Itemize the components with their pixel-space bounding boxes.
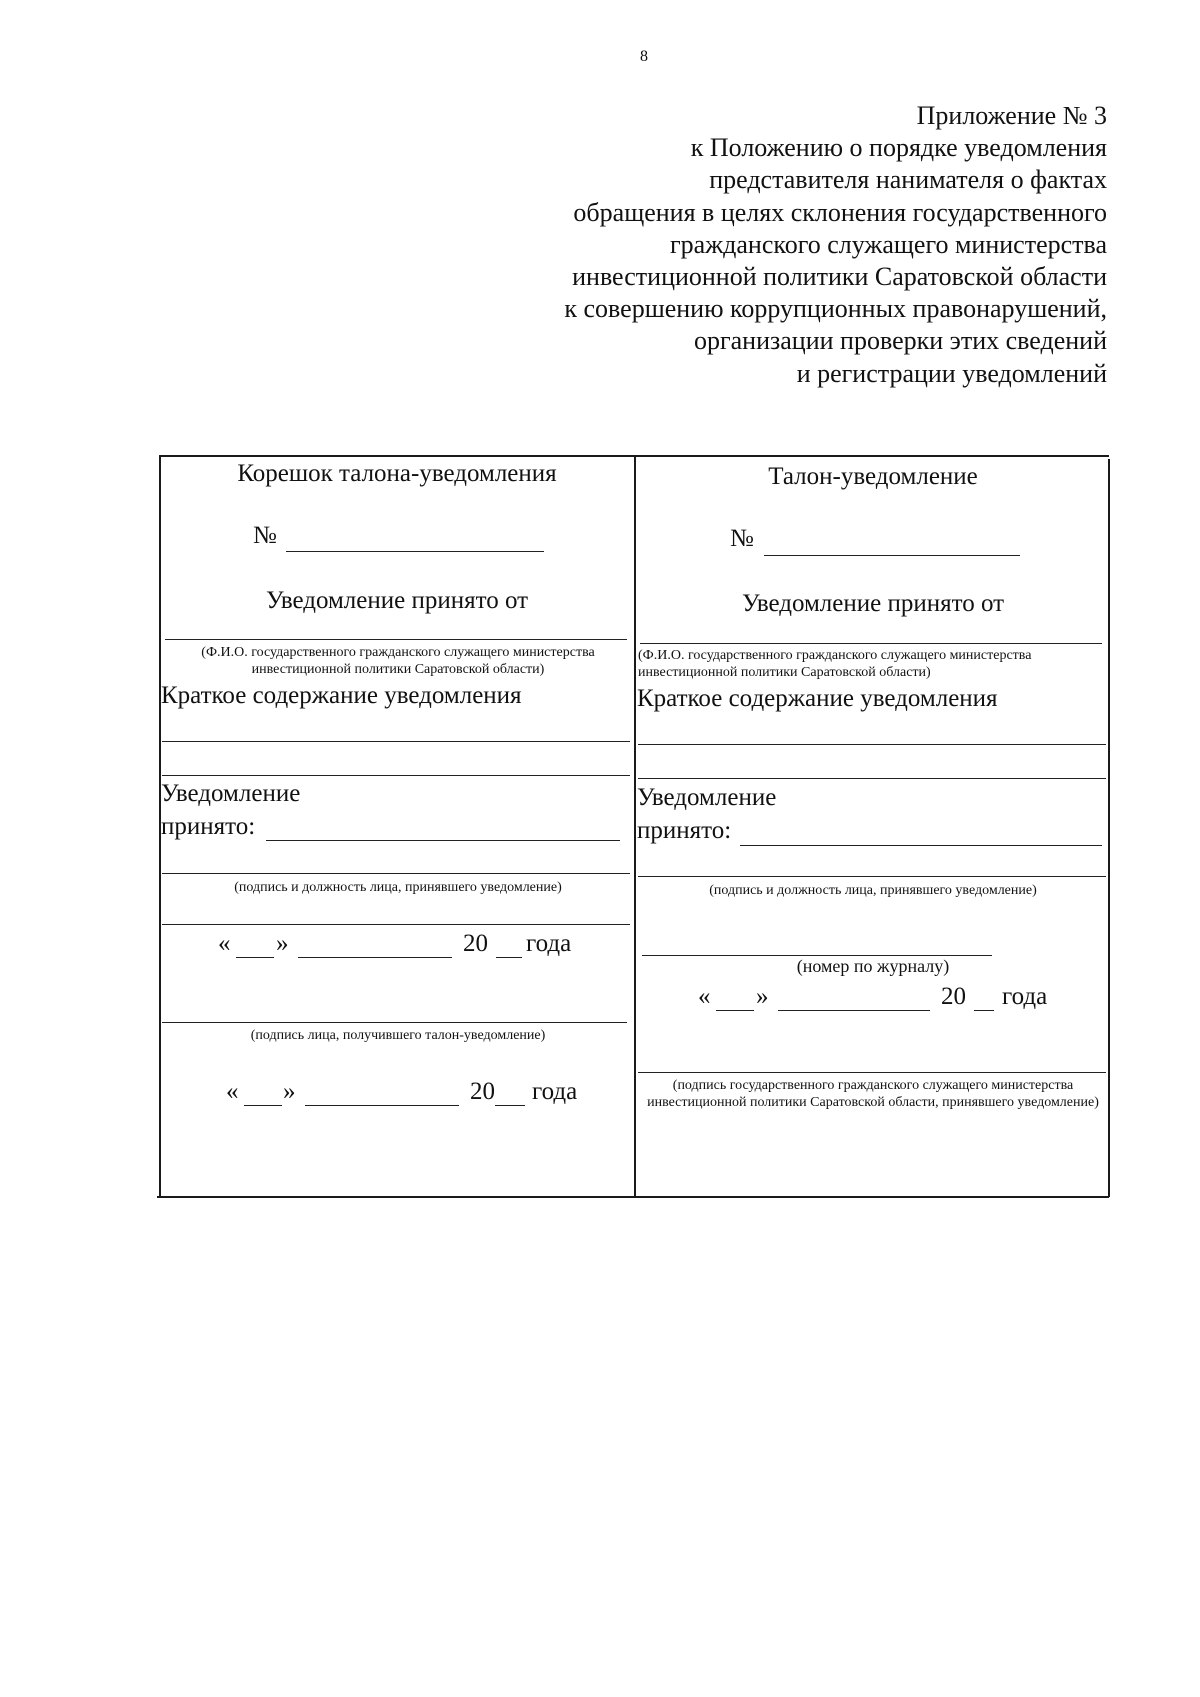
coupon-fio-caption-1: (Ф.И.О. государственного гражданского служащего министерства bbox=[638, 648, 1032, 663]
stub-date-close-quote: » bbox=[276, 930, 289, 957]
coupon-accepted-label-2: принято: bbox=[637, 817, 732, 844]
coupon-date-open-quote: « bbox=[698, 983, 711, 1010]
stub-date2-year-line bbox=[495, 1105, 525, 1106]
stub-received-from: Уведомление принято от bbox=[265, 587, 529, 614]
coupon-date-close-quote: » bbox=[756, 983, 769, 1010]
header-line: гражданского служащего министерства bbox=[670, 229, 1107, 259]
stub-fio-line bbox=[165, 639, 627, 640]
stub-date-year-word: года bbox=[526, 930, 572, 957]
stub-accepted-label-2: принято: bbox=[161, 813, 256, 840]
coupon-summary-line-2 bbox=[638, 778, 1106, 779]
stub-date2-day-line bbox=[244, 1105, 282, 1106]
stub-date2-month-line bbox=[305, 1105, 459, 1106]
stub-date2-close-quote: » bbox=[283, 1078, 296, 1105]
form-bottom-border bbox=[157, 1196, 1109, 1198]
stub-date-year-line bbox=[496, 957, 522, 958]
coupon-received-from: Уведомление принято от bbox=[741, 590, 1005, 617]
header-line: Приложение № 3 bbox=[916, 101, 1107, 130]
stub-number-line bbox=[286, 551, 544, 552]
stub-summary-label: Краткое содержание уведомления bbox=[161, 682, 522, 709]
coupon-date-day-line bbox=[716, 1010, 754, 1011]
stub-signature-caption: (подпись и должность лица, принявшего уведомление) bbox=[234, 880, 562, 895]
header-line: организации проверки этих сведений bbox=[693, 326, 1107, 356]
coupon-number-line bbox=[764, 555, 1020, 556]
coupon-summary-label: Краткое содержание уведомления bbox=[637, 685, 998, 712]
coupon-journal-caption: (номер по журналу) bbox=[796, 956, 950, 976]
stub-summary-line-1 bbox=[162, 741, 630, 742]
stub-date2-open-quote: « bbox=[226, 1078, 239, 1105]
appendix-header bbox=[564, 100, 1107, 390]
coupon-summary-line-1 bbox=[638, 744, 1106, 745]
stub-title: Корешок талона-уведомления bbox=[237, 460, 557, 487]
stub-date-day-line bbox=[236, 957, 274, 958]
coupon-date-year-line bbox=[974, 1010, 994, 1011]
header-line: обращения в целях склонения государственного bbox=[573, 197, 1107, 227]
stub-number-label: № bbox=[253, 522, 277, 549]
stub-signature-line bbox=[162, 873, 630, 874]
coupon-official-line bbox=[638, 1072, 1106, 1073]
header-line: и регистрации уведомлений bbox=[796, 358, 1107, 388]
header-line: представителя нанимателя о фактах bbox=[709, 165, 1107, 195]
stub-accepted-label-1: Уведомление bbox=[161, 780, 301, 807]
header-line: к Положению о порядке уведомления bbox=[690, 133, 1107, 163]
stub-receiver-line bbox=[162, 1022, 627, 1023]
stub-date2-year-word: года bbox=[532, 1078, 578, 1105]
coupon-number-label: № bbox=[730, 525, 754, 552]
coupon-date-year-word: года bbox=[1002, 983, 1048, 1010]
stub-signature-line-2 bbox=[162, 924, 630, 925]
form-middle-divider bbox=[634, 455, 636, 1197]
coupon-signature-line bbox=[638, 876, 1106, 877]
stub-date-month-line bbox=[298, 957, 452, 958]
header-line: к совершению коррупционных правонарушений, bbox=[564, 294, 1107, 324]
coupon-accepted-label-1: Уведомление bbox=[637, 784, 777, 811]
coupon-accepted-line bbox=[740, 845, 1102, 846]
form-right-border bbox=[1108, 459, 1110, 1197]
coupon-date-month-line bbox=[778, 1010, 930, 1011]
stub-accepted-line bbox=[266, 840, 620, 841]
coupon-official-caption: (подпись государственного гражданского служащего министерства инвестиционной политики Саратовской области, принявшего уведомление) bbox=[647, 1078, 1099, 1110]
coupon-title: Талон-уведомление bbox=[768, 463, 978, 490]
stub-fio-caption: (Ф.И.О. государственного гражданского служащего министерства инвестиционной политики Саратовской области) bbox=[201, 645, 595, 677]
coupon-date-year-prefix: 20 bbox=[941, 983, 966, 1010]
stub-date-open-quote: « bbox=[218, 930, 231, 957]
stub-date-year-prefix: 20 bbox=[463, 930, 488, 957]
header-line: инвестиционной политики Саратовской области bbox=[572, 262, 1107, 292]
coupon-signature-caption: (подпись и должность лица, принявшего уведомление) bbox=[709, 883, 1037, 898]
stub-date2-year-prefix: 20 bbox=[470, 1078, 495, 1105]
coupon-fio-line bbox=[640, 643, 1102, 644]
stub-summary-line-2 bbox=[162, 775, 630, 776]
coupon-fio-caption-2: инвестиционной политики Саратовской области) bbox=[638, 665, 931, 680]
page-number: 8 bbox=[640, 48, 648, 65]
stub-receiver-caption: (подпись лица, получившего талон-уведомление) bbox=[250, 1028, 546, 1043]
